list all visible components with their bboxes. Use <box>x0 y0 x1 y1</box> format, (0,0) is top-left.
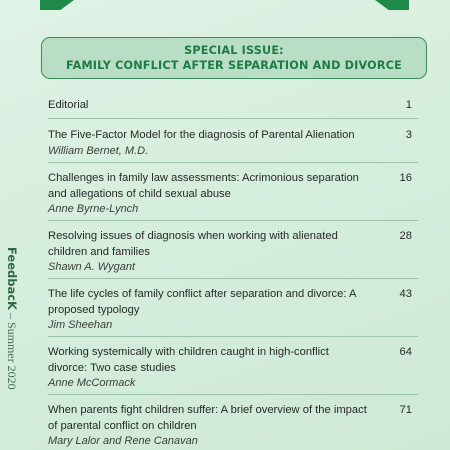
toc-entry[interactable] <box>48 98 418 114</box>
article-title: Resolving issues of diagnosis when working with alienated children and families <box>48 230 338 258</box>
issue-date: – Summer 2020 <box>5 309 19 390</box>
toc-entry[interactable] <box>48 345 418 390</box>
toc-entry[interactable] <box>48 287 418 332</box>
banner-title: SPECIAL ISSUE: <box>184 44 284 58</box>
article-title: Editorial <box>48 99 89 111</box>
page-number: 71 <box>399 404 412 416</box>
page-number: 3 <box>405 129 412 141</box>
toc-entry[interactable] <box>48 171 418 216</box>
page-number: 16 <box>399 172 412 184</box>
article-title: Working systemically with children caught in high-conflict divorce: Two case studies <box>48 346 329 374</box>
logo-fragment-left <box>40 0 74 10</box>
logo-fragment-right <box>375 0 409 10</box>
divider <box>48 278 418 279</box>
page-number: 64 <box>399 346 412 358</box>
spine-label <box>4 247 19 390</box>
article-author: William Bernet, M.D. <box>48 144 149 157</box>
article-author: Mary Lalor and Rene Canavan <box>48 435 198 447</box>
article-author: Anne Byrne-Lynch <box>48 203 139 215</box>
toc-entry[interactable] <box>48 403 418 448</box>
divider <box>48 336 418 337</box>
divider <box>48 394 418 395</box>
divider <box>48 118 418 119</box>
banner-subtitle: FAMILY CONFLICT AFTER SEPARATION AND DIVORCE <box>66 58 402 72</box>
journal-name: FeedbacK <box>5 247 19 310</box>
page-number: 1 <box>405 99 412 111</box>
special-issue-banner <box>41 37 427 79</box>
article-title: When parents fight children suffer: A brief overview of the impact of parental conflict on children <box>48 404 367 432</box>
page-number: 28 <box>399 230 412 242</box>
divider <box>48 162 418 163</box>
divider <box>48 220 418 221</box>
toc-entry[interactable] <box>48 229 418 274</box>
article-title: The life cycles of family conflict after separation and divorce: A proposed typology <box>48 288 356 316</box>
article-title: The Five-Factor Model for the diagnosis of Parental Alienation <box>48 129 355 141</box>
article-author: Anne McCormack <box>48 377 136 389</box>
article-author: Shawn A. Wygant <box>48 261 136 273</box>
article-title: Challenges in family law assessments: Acrimonious separation and allegations of child sexual abuse <box>48 172 359 200</box>
toc-entry[interactable] <box>48 128 418 158</box>
page-number: 43 <box>399 288 412 300</box>
article-author: Jim Sheehan <box>48 319 113 331</box>
